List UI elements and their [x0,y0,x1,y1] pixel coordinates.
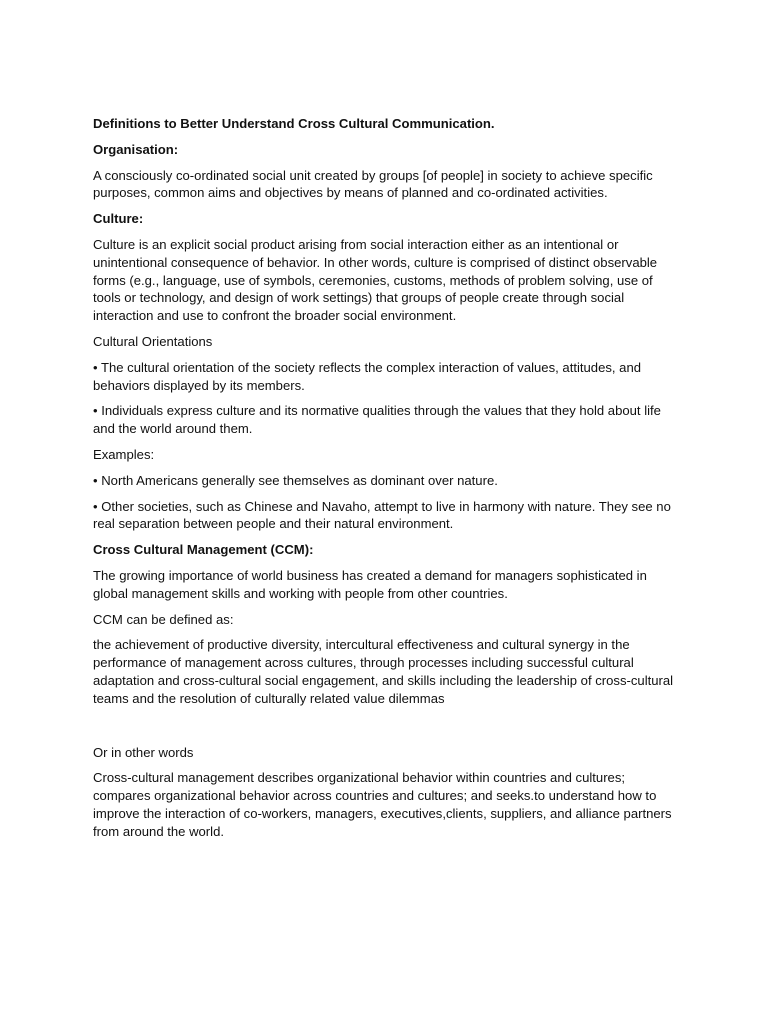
other-words-text: Cross-cultural management describes organizational behavior within countries and cultures; compares organizational behavior across countries and cultures; and seeks.to understand how to improve the interaction of co-workers, managers, executives,clients, suppliers, and alliance partners from around the world. [93,770,672,839]
ccm-heading: Cross Cultural Management (CCM): [93,542,314,558]
examples-heading: Examples: [93,446,155,462]
ccm-definition: the achievement of productive diversity, intercultural effectiveness and cultural synergy in the performance of management across cultures, through processes including successful cultural adaptation and cross-cultural social engagement, and skills including the leadership of cross-cultural teams and the resolution of culturally related value dilemmas [93,637,674,706]
organisation-definition: A consciously co-ordinated social unit created by groups [of people] in society to achieve specific purposes, common aims and objectives by means of planned and co-ordinated activities. [93,167,653,201]
culture-heading: Culture: [93,211,144,227]
cultural-orientations-heading: Cultural Orientations [93,333,213,349]
orientation-bullet: • The cultural orientation of the society reflects the complex interaction of values, attitudes, and behaviors displayed by its members. [93,359,642,393]
other-words-heading: Or in other words [93,744,194,760]
example-bullet: • North Americans generally see themselves as dominant over nature. [93,472,498,488]
ccm-defined-heading: CCM can be defined as: [93,611,234,627]
culture-definition: Culture is an explicit social product arising from social interaction either as an intentional or unintentional consequence of behavior. In other words, culture is comprised of distinct observable forms (e.g., language, use of symbols, ceremonies, customs, methods of problem solving, use of tools or technology, and design of work settings) that groups of people create through social interaction and use to confront the broader social environment. [93,236,658,324]
blank-line [93,716,678,744]
ccm-intro: The growing importance of world business has created a demand for managers sophisticated in global management skills and working with people from other countries. [93,567,647,601]
example-bullet: • Other societies, such as Chinese and Navaho, attempt to live in harmony with nature. They see no real separation between people and their natural environment. [93,498,671,532]
orientation-bullet: • Individuals express culture and its normative qualities through the values that they hold about life and the world around them. [93,403,661,437]
organisation-heading: Organisation: [93,141,179,157]
document-title: Definitions to Better Understand Cross Cultural Communication. [93,116,495,131]
